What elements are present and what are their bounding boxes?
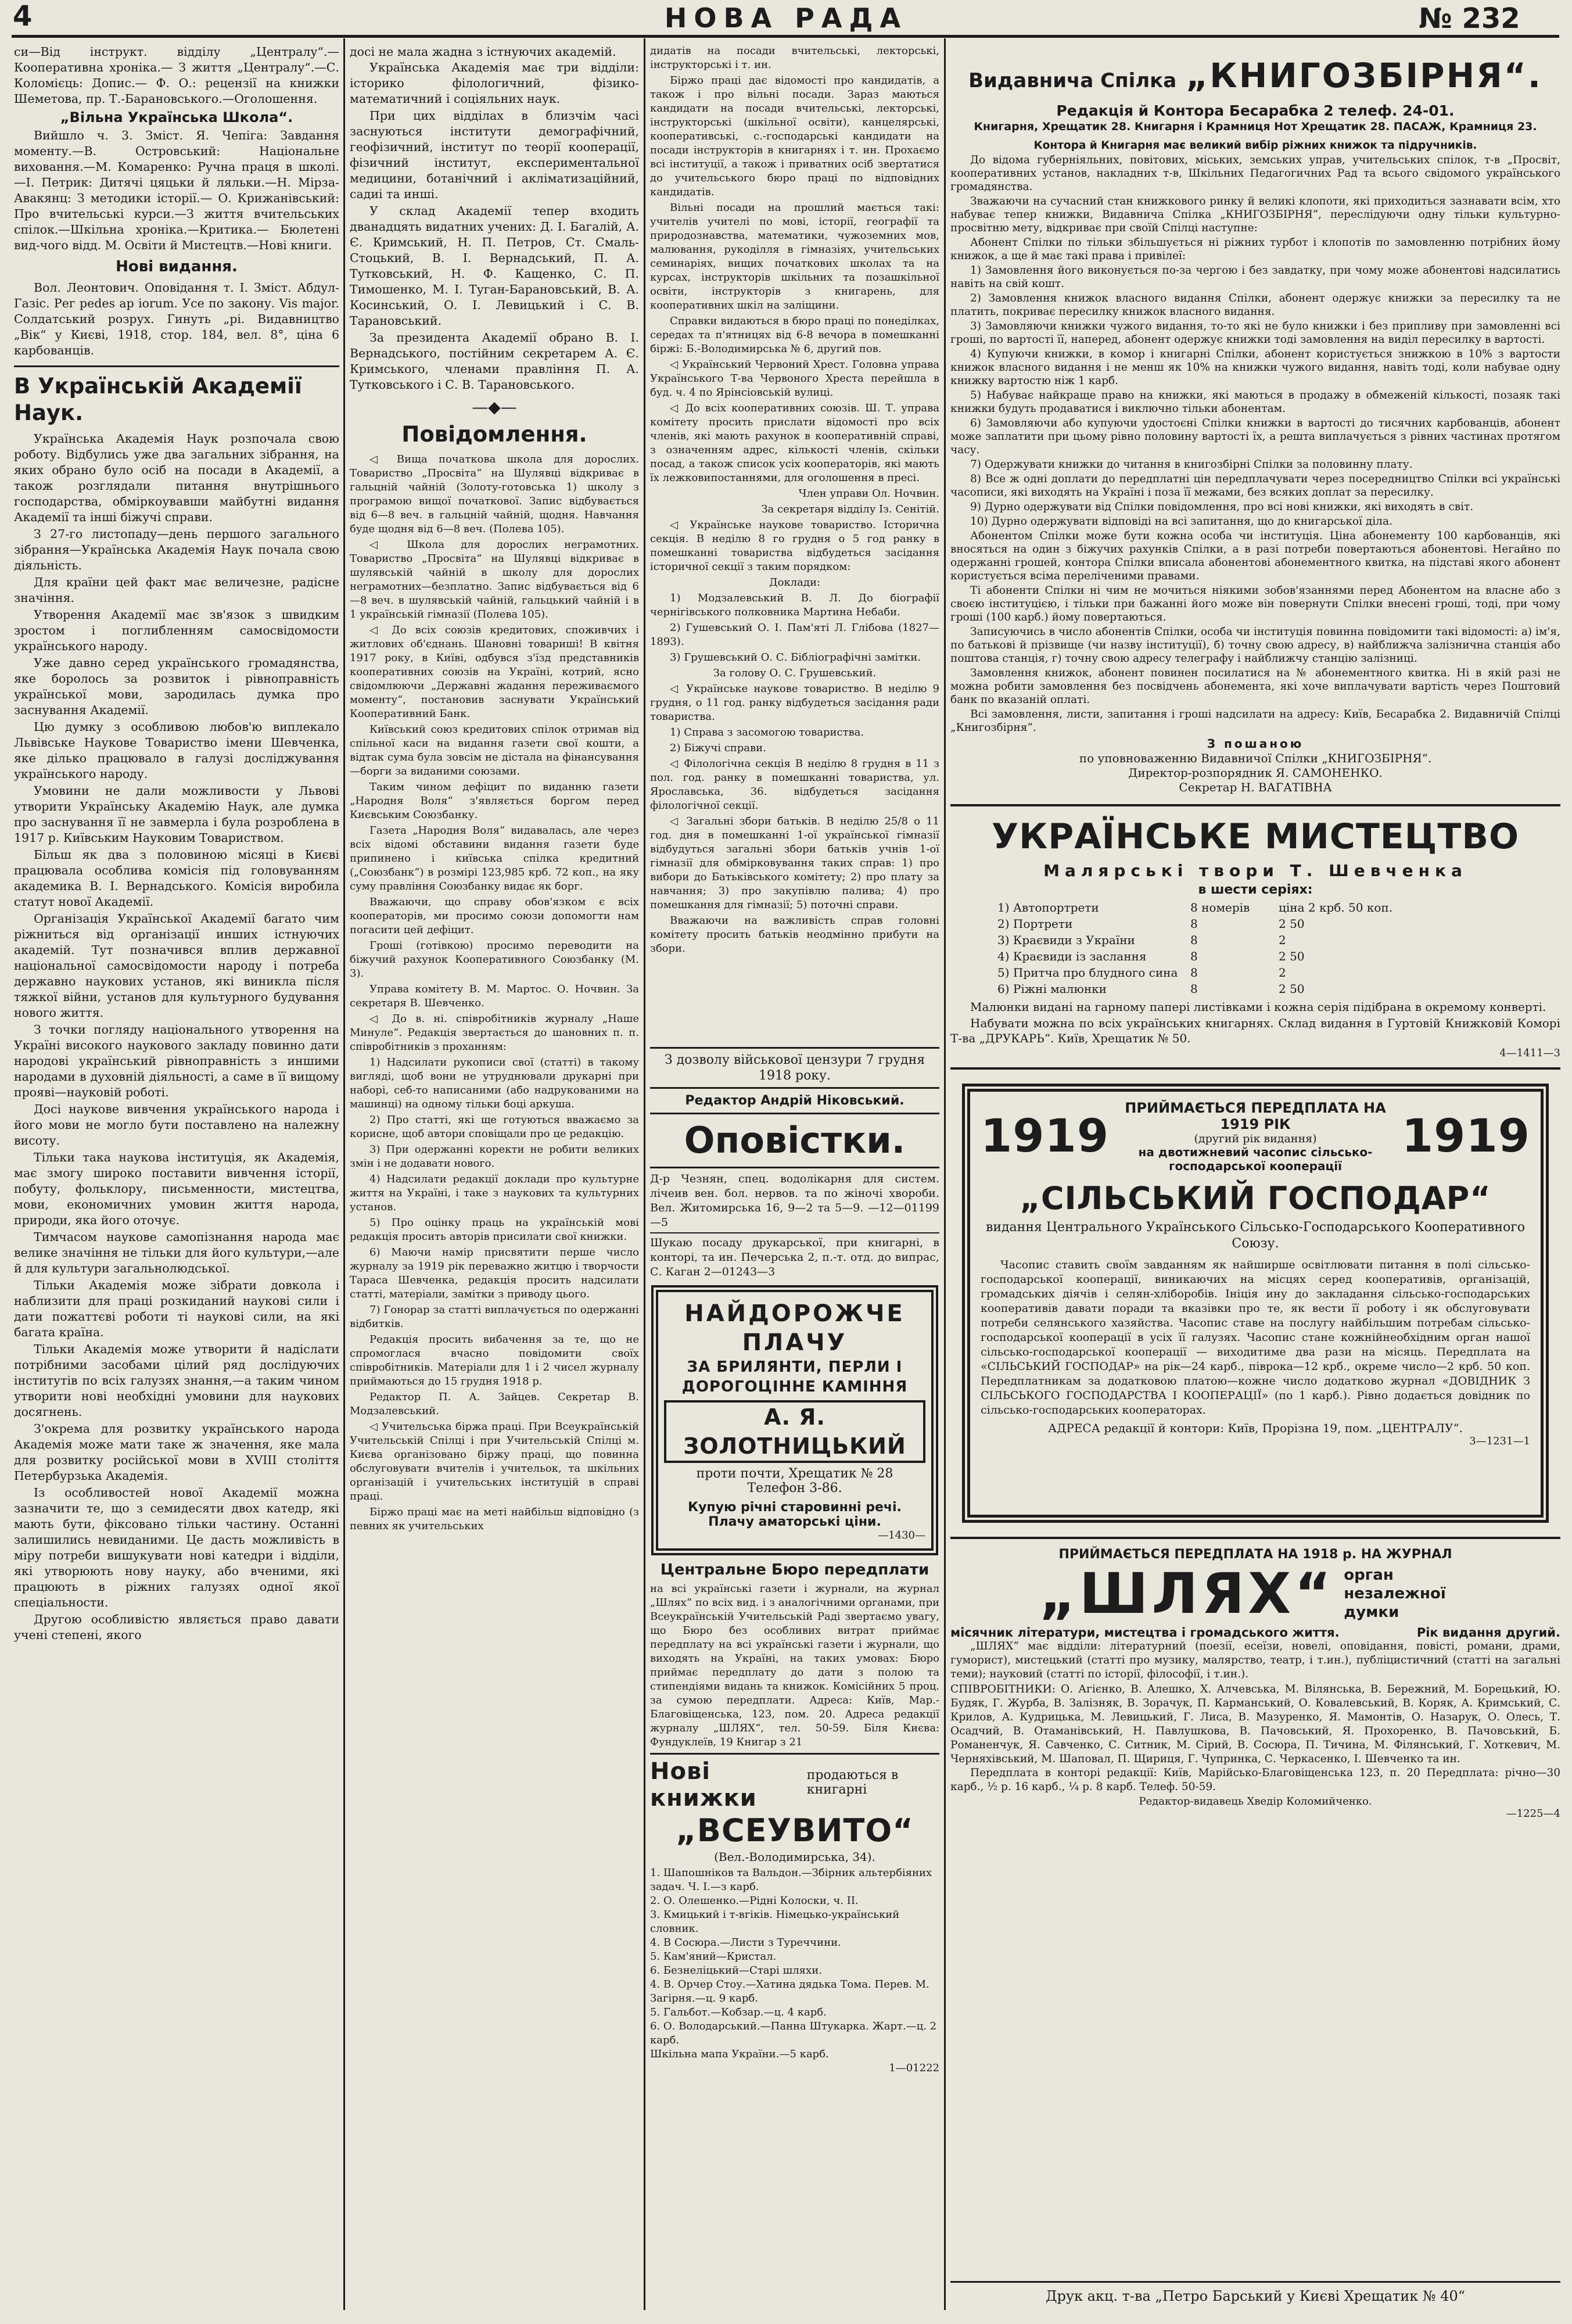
notice: дидатів на посади вчительські, лекторські, інструкторські і т. ин. bbox=[650, 45, 939, 71]
shliakh-text: „ШЛЯХ“ має відділи: літературний (поезії, есеїзи, новелі, оповідання, повісті, романи, драми, гуморист), мистецький (статті про музику, малярство, театр, і т.ин.), публіцистичний (статті на загальні теми); науковий (статті по історії, філософії, і т.ин.). bbox=[950, 1640, 1560, 1680]
shliakh-sub: місячник літератури, мистецтва і громадського життя. bbox=[950, 1626, 1340, 1640]
paragraph: Тимчасом наукове самопізнання народа має велике значіння не тільки для його культури,—але й для культури загальнолюдської. bbox=[14, 1230, 339, 1275]
signature-line: З пошаною bbox=[1207, 737, 1304, 751]
paragraph: З точки погляду національного утворення на Україні високого наукового закладу повинно дати народові український рівноправність з иншими народами в духовній діяльності, а саме в її вищому прояві—науковій роботі. bbox=[14, 1023, 339, 1099]
notice-signature: За секретаря відділу Із. Сенітій. bbox=[761, 503, 939, 515]
section-rule bbox=[650, 1087, 939, 1089]
section-rule bbox=[950, 1067, 1560, 1070]
shliakh-price: Передплата в конторі редакції: Київ, Марійсько-Благовіщенська 123, п. 20 Передплата: річно—30 карб., ½ р. 16 карб., ¼ р. 8 карб. Телеф. 50-59. bbox=[950, 1767, 1560, 1793]
art-row-count: 8 bbox=[1190, 933, 1198, 947]
editor-line: Редактор Андрій Ніковський. bbox=[685, 1093, 905, 1108]
shliakh-accepts: ПРИЙМАЄТЬСЯ ПЕРЕДПЛАТА НА 1918 р. НА ЖУРНАЛ bbox=[1058, 1547, 1452, 1562]
notice: Біржо праці має на меті найбільш відповідно (з певних як учительських bbox=[350, 1506, 639, 1532]
knyhozbirnia-signature bbox=[950, 737, 1560, 795]
notice: 6) Маючи намір присвятити перше число журналу за 1919 рік переважно житцю і творчости Тараса Шевченка, редакція просить надсилати статті, матеріали, замітки з приводу цього. bbox=[350, 1246, 639, 1300]
list-item: 6. Безнеліцький—Старі шляхи. bbox=[650, 1964, 822, 1977]
ornament-divider: —◆— bbox=[472, 397, 517, 417]
notice: ◁ Загальні збори батьків. В неділю 25/8 о 11 год. дня в помешканні 1-ої української гімназії відбудуться загальні збори батьків учнів 1-ої гімназії для обмірковування таких справ: 1) про вибори до Батьківського комітету; 2) про плату за навчання; 3) про закупівлю палива; 4) про помешкання для гімназії; 5) поточні справи. bbox=[650, 815, 939, 911]
paragraph: За президента Академії обрано В. І. Вернадського, постійним секретарем А. Є. Кримського, членами правління П. А. Тутковського і С. В. Тарановського. bbox=[350, 331, 639, 392]
jewel-ad-box bbox=[651, 1285, 938, 1555]
paragraph: Утворення Академії має зв'язок з швидким зростом і поглибленням самосвідомости українського народу. bbox=[14, 608, 339, 653]
jewel-ad-line: ЗА БРИЛЯНТИ, ПЕРЛИ І ДОРОГОЦІННЕ КАМІННЯ bbox=[681, 1358, 908, 1396]
paragraph: 2) Замовлення книжок власного видання Спілки, абонент одержує книжки за пересилку та не платить, покриває пересилку книжок власного видання. bbox=[950, 292, 1560, 318]
vseuvyto-address: (Вел.-Володимирська, 34). bbox=[714, 1850, 875, 1864]
paragraph: Замовлення книжок, абонент повинен посилатися на № абонементного квитка. Ні в якій разі не можна робити замовлення без посвідчень абонемента, які хоче виплачувати вартість через Поштовий банк по вказаній оплаті. bbox=[950, 667, 1560, 706]
table-row bbox=[997, 964, 1393, 981]
list-item: 4. В. Орчер Стоу.—Хатина дядька Тома. Перев. М. Загірня.—ц. 9 карб. bbox=[650, 1978, 929, 2004]
paragraph: Організація Української Академії багато чим ріжниться від організації инших істнуючих академій. Тут позначився вплив державної національної самосвідомости народу і потреба державно наукових установ, які виникла після тяжкої війни, установ для культурного будування нового життя. bbox=[14, 912, 339, 1020]
art-row-name: 2) Портрети bbox=[997, 917, 1073, 931]
farmer-address: АДРЕСА редакції й контори: Київ, Прорізна 19, пом. „ЦЕНТРАЛУ“. bbox=[1047, 1421, 1463, 1435]
notice: 5) Про оцінку праць на українській мові редакція просить авторів присилати свої книжки. bbox=[350, 1217, 639, 1243]
paragraph: Українська Академія має три відділи: історико філологичний, фізико-математичний і соціяльних наук. bbox=[350, 60, 639, 106]
paragraph: Досі наукове вивчення українського народа і його мови не могло бути поставлено на належну висоту. bbox=[14, 1102, 339, 1147]
section-rule bbox=[650, 1753, 939, 1755]
farmer-number: 3—1231—1 bbox=[1469, 1435, 1530, 1447]
signature-line: по уповноваженню Видавничої Спілки „КНИГОЗБІРНЯ“. bbox=[1079, 751, 1432, 765]
art-row-price: 2 bbox=[1279, 966, 1286, 980]
farmer-ad-box bbox=[962, 1084, 1549, 1523]
jewel-buy: Купую річні старовинні речі. bbox=[688, 1500, 902, 1515]
knyhozbirnia-body bbox=[950, 139, 1560, 734]
new-editions-title: Нові видання. bbox=[116, 258, 238, 275]
censor-note: З дозволу військової цензури 7 грудня 1918 року. bbox=[664, 1053, 925, 1083]
notice: 2) Про статті, які ще готуються вважаємо за корисне, щоб автори сповіщали про це редакцію. bbox=[350, 1114, 639, 1140]
table-row bbox=[997, 916, 1393, 932]
notice: Гроші (готівкою) просимо переводити на біжучий рахунок Кооперативного Союзбанку (М. 3). bbox=[350, 939, 639, 980]
notice: Таким чином дефіцит по виданню газети „Народня Воля“ з'являється боргом перед Києвським Союзбанку. bbox=[350, 781, 639, 821]
paragraph: Цю думку з особливою любов'ю виплекало Львівське Наукове Товариство імени Шевченка, яке ділько працювало в галузі досліджування українського народу. bbox=[14, 720, 339, 781]
list-item: 1. Шапошніков та Вальдон.—Збірник альтербіяних задач. Ч. I.—з карб. bbox=[650, 1867, 932, 1893]
section-rule bbox=[950, 804, 1560, 806]
art-row-count: 8 номерів bbox=[1190, 901, 1250, 914]
notice: Доклади: bbox=[769, 576, 821, 589]
column-1 bbox=[14, 44, 339, 2316]
signature-line: Секретар Н. ВАГАТІВНА bbox=[1179, 780, 1332, 794]
art-title: УКРАЇНСЬКЕ МИСТЕЦТВО bbox=[991, 816, 1520, 857]
art-subtitle: Малярські твори Т. Шевченка bbox=[1043, 861, 1467, 880]
paragraph: 3) Замовляючи книжки чужого видання, то-то які не було книжки і без припливу при замовленні всі гроші, по вартості її, наперед, абонент одержує книжки тоді замовлення на виділ пересилку в вартості. bbox=[950, 320, 1560, 346]
notice: Вільні посади на прошлий мається такі: учителів учителі по мові, історії, географії та природознавства, математики, чужоземних мов, малювання, рукоділля в гімназіях, учительських семинаріях, вищих початкових школах та на курсах, інструкторів шкільних та позашкільної освіти, інструкторів з книгарень, для кооперативних шкіл на заліщини. bbox=[650, 202, 939, 311]
paragraph: З 27-го листопаду—день першого загального зібрання—Українська Академія Наук почала свою діяльність. bbox=[14, 527, 339, 572]
notice-signature: Член управи Ол. Ночвин. bbox=[798, 487, 939, 500]
notice: 4) Надсилати редакції доклади про культурне життя на Україні, і таке з наукових та культурних установ. bbox=[350, 1173, 639, 1213]
notice: ◁ До всіх кооперативних союзів. Ш. Т. управа комітету просить прислати відомості про всіх членів, які мають рахунок в кооперативній справі, з означенням адрес, кількості членів, скільки посад, а також список усіх кооператорів, які мають їх лежковипостаннями, для оголошення в пресі. bbox=[650, 402, 939, 484]
notice-signature: Редактор П. А. Зайцев. Секретар В. Модзалевський. bbox=[350, 1391, 639, 1417]
art-row-name: 1) Автопортрети bbox=[997, 901, 1099, 914]
paragraph: Зважаючи на сучасний стан книжкового ринку й великі клопоти, які приходиться зазнавати всім, хто набуває тепер книжки, Видавнича Спілка „КНИГОЗБІРНЯ“, переслідуючи одну тільки культурно-просвітню мету, відкриває при своїй Спілці наступне: bbox=[950, 195, 1560, 234]
academy-title: В Українській Академії Наук. bbox=[14, 374, 302, 425]
ads-title: Оповістки. bbox=[684, 1119, 906, 1161]
notice: ◁ Вища початкова школа для дорослих. Товариство „Просвіта“ на Шулявці відкриває в гальцній чайній (Золоту-готовська 1) школу з програмою вищої початкової. Запис відбувається від 6—8 веч. в гальцній чайній, щодня. Навчання буде щодня від 6—8 веч. (Полева 105). bbox=[350, 453, 639, 535]
paragraph: 1) Замовлення його виконується по-за чергою і без завдатку, при чому може абонентові надсилатись навіть на свій кошт. bbox=[950, 264, 1560, 290]
table-row bbox=[997, 948, 1393, 964]
jewel-phone: Телефон 3-86. bbox=[747, 1481, 842, 1495]
jewel-address: проти почти, Хрещатик № 28 bbox=[696, 1466, 893, 1481]
art-row-name: 6) Ріжні малюнки bbox=[997, 982, 1107, 996]
academy-article bbox=[14, 431, 339, 1643]
shliakh-editor: Редактор-видавець Хведір Коломийченко. bbox=[1139, 1795, 1372, 1807]
notice-signature: Управа комітету В. М. Мартос. О. Ночвин. За секретаря В. Шевченко. bbox=[350, 983, 639, 1009]
footer-rule bbox=[950, 2281, 1560, 2283]
list-item: 5. Кам'яний—Кристал. bbox=[650, 1950, 777, 1963]
jewel-number: —1430— bbox=[878, 1529, 925, 1541]
jewel-ad-line: ПЛАЧУ bbox=[742, 1329, 848, 1356]
art-row-name: 3) Краєвиди з України bbox=[997, 933, 1135, 947]
notice: 1) Надсилати рукописи свої (статті) в такому вигляді, щоб вони не утруднювали друкарні при наборі, себ-то написаними (або надрукованими на машинці) на одному тільки боці аркуша. bbox=[350, 1056, 639, 1110]
masthead-rule bbox=[12, 35, 1559, 38]
section-rule bbox=[650, 1167, 939, 1168]
art-row-count: 8 bbox=[1190, 917, 1198, 931]
paragraph: Українська Академія Наук розпочала свою роботу. Відбулись уже два загальних зібрання, на яких обрано було осіб на посади в Академії, а також розглядали питання внутрішнього господарства, обміркоувавши майбутні видання Академії та інші біжучі справи. bbox=[14, 432, 339, 524]
book-list-number: 1—01222 bbox=[889, 2062, 939, 2074]
notice: 1) Модзалевський В. Л. До біографії чернігівського полковника Мартина Небаби. bbox=[650, 592, 939, 618]
paragraph: Другою особливістю являється право давати учені степені, якого bbox=[14, 1612, 339, 1642]
list-item: 4. В Сосюра.—Листи з Туреччини. bbox=[650, 1936, 841, 1949]
school-contents: Вийшло ч. 3. Зміст. Я. Чепіга: Завдання моменту.—В. Островський: Національне виховання.—М. Комаренко: Ручна праця в школі.—І. Петрик: Дитячі цяцьки й ляльки.—Н. Мірза-Авакянц: З методики історії.— О. Крижанівський: Про вчительські курси.—З життя вчительських спілок.—Шкільна хроніка.—Критика.— Бюлетені вид-чого відд. М. Освіти й Мистецтв.—Нові книги. bbox=[14, 128, 339, 252]
paragraph: Записуючись в число абонентів Спілки, особа чи інституція повинна повідомити такі відомості: а) ім'я, по батькові й прізвище (чи назву інституції), б) точну свою адресу, в) найближча залізнична станція або поштова станція, г) точну свою адресу телеграфу і найближчу станцію залізниці. bbox=[950, 626, 1560, 665]
knyhozbirnia-address: Книгарня, Хрещатик 28. Книгарня і Крамниця Нот Хрещатик 28. ПАСАЖ, Крамниця 23. bbox=[974, 120, 1537, 133]
table-row bbox=[997, 932, 1393, 948]
page-number: 4 bbox=[13, 0, 33, 33]
notice: Газета „Народня Воля“ видавалась, але через всіх відомі обставини видання газети буде припинено і київська спілка кредитний („Союзбанк“) в розмірі 123,985 крб. 72 коп., на яку суму правління Союзбанку видає як борг. bbox=[350, 824, 639, 892]
paragraph: 8) Все ж одні доплати до передплатні цін передплачувати через посередництво Спілки всі українські часописи, які виходять на Україні і поза її межами, без всяких доплат за пересилку. bbox=[950, 473, 1560, 498]
paragraph: досі не мала жадна з істнуючих академій. bbox=[350, 45, 616, 59]
doctor-ad: Д-р Чезнян, спец. водолікарня для систем. лічеив вен. бол. нервов. та по жіночі хвороби. Вел. Житомирська 16, 9—2 та 5—9. —12—01199—5 bbox=[650, 1172, 939, 1229]
art-row-price: 2 50 bbox=[1279, 917, 1305, 931]
paragraph: При цих відділах в близчім часі заснуються інститути демографічний, геофізичний, інститут по теорії кооперації, фізичний інститут, експериментальної медицини, ботанічний і акліматизаційний, садиі та инші. bbox=[350, 109, 639, 201]
book-list bbox=[650, 1866, 939, 2075]
paragraph: Уже давно серед українського громадянства, яке боролось за розвиток і рівноправність української мови, зародилась думка про заснування Академії. bbox=[14, 656, 339, 717]
art-row-name: 4) Краєвиди із заслання bbox=[997, 949, 1147, 963]
paragraph: 5) Набуває найкраще право на книжки, які маються в продажу в обмеженій кількості, позаяк такі книжки будуть продаватися і виключно тільки абонентам. bbox=[950, 389, 1560, 415]
section-rule bbox=[14, 365, 339, 367]
farmer-title: „СІЛЬСЬКИЙ ГОСПОДАР“ bbox=[1020, 1180, 1491, 1217]
shliakh-contributors: СПІВРОБІТНИКИ: О. Агієнко, В. Алешко, Х. Алчевська, М. Вілянська, В. Бережний, М. Борецький, Ю. Будяк, Г. Журба, В. Залізняк, В. Зорачук, П. Карманський, О. Ковалевський, В. Коряк, А. Кримський, С. Крилов, А. Кудрицька, М. Левицький, Г. Лиса, В. Мазуренко, Я. Мамонтів, О. Назарук, О. Олесь, Т. Осадчий, В. Отаманівський, Н. Павлушкова, В. Пачовський, Я. Прохоренко, В. Пачовський, Б. Романенчук, Я. Савченко, С. Ситник, М. Сірий, В. Сосюра, П. Тичина, М. Філянський, Г. Хоткевич, М. Черняхівський, М. Шаповал, П. Щириця, Г. Чупринка, С. Черкасенко, І. Шевченко та ин. bbox=[950, 1683, 1560, 1765]
paragraph: 7) Одержувати книжки до читання в книгозбірні Спілки за половинну плату. bbox=[970, 458, 1413, 471]
art-row-price: 2 bbox=[1279, 933, 1286, 947]
paragraph: Тільки Академія може утворити й надіслати потрібними засобами цілий ряд дослідуючих інститутів по всіх галузях знання,—а таким чином утворити нові необхідні умовини для наукових досягнень. bbox=[14, 1342, 339, 1419]
notice: Редакція просить вибачення за те, що не спромоглася вчасно повідомити своїх співробітників. Матеріали для 1 і 2 чисел журналу приймаються до 15 грудня 1918 р. bbox=[350, 1333, 639, 1387]
notice: ◁ Українське наукове товариство. Історична секція. В неділю 8 го грудня о 5 год ранку в помешканні товариства відбудеться засідання історичної секції з таким порядком: bbox=[650, 519, 939, 573]
masthead-title: НОВА РАДА bbox=[664, 2, 908, 34]
new-books-sub: продаються в книгарні bbox=[806, 1768, 899, 1797]
art-number: 4—1411—3 bbox=[1499, 1047, 1560, 1059]
bureau-title: Центральне Бюро передплати bbox=[660, 1561, 929, 1579]
paragraph: Більш як два з половиною місяці в Києві працювала особлива комісія під головуванням академика В. І. Вернадського. Комісія виробила статут нової Академії. bbox=[14, 848, 339, 909]
paragraph: Ті абоненти Спілки ні чим не мочиться ніякими зобов'язаннями перед Абонентом на власне або з своєю інституцією, і тільки при бажанні його може він повернути Спілки внесені гроші, тоді, при чому гроші (100 карб.) йому повертаються. bbox=[950, 584, 1560, 623]
notice: ◁ Філологічна секція В неділю 8 грудня в 11 з пол. год. ранку в помешканні товариства, ул. Ярославська, 36. відбудеться засідання філологічної секції. bbox=[650, 758, 939, 812]
signature-line: Директор-розпорядник Я. САМОНЕНКО. bbox=[1128, 766, 1383, 780]
section-rule bbox=[650, 1047, 939, 1049]
paragraph: Умовини не дали можливости у Львові утворити Українську Академію Наук, але думка про заснування її не завмерла і була розроблена в 1917 р. Київським Науковим Товариством. bbox=[14, 784, 339, 845]
art-text: Набувати можна по всіх українських книгарнях. Склад видання в Гуртовій Книжковій Коморі Т-ва „ДРУКАРЬ“. Київ, Хрещатик № 50. bbox=[950, 1016, 1560, 1045]
art-row-name: 5) Притча про блудного сина bbox=[997, 966, 1178, 980]
art-row-price: 2 50 bbox=[1279, 982, 1305, 996]
list-item: 2. О. Олешенко.—Рідні Колоски, ч. ІІ. bbox=[650, 1895, 859, 1907]
notice: 3) Грушевський О. С. Бібліографічні замітки. bbox=[670, 651, 921, 664]
new-books-title: Нові книжки bbox=[650, 1758, 757, 1812]
notice: ◁ До в. ні. співробітників журналу „Наше Минуле“. Редакція звертається до шановних п. п. співробітників з проханням: bbox=[350, 1013, 639, 1053]
notices-list bbox=[350, 453, 639, 1533]
paragraph: Контора й Книгарня має великий вибір ріжних книжок та підручників. bbox=[1033, 139, 1477, 152]
list-item: Шкільна мапа України.—5 карб. bbox=[650, 2048, 829, 2060]
art-row-count: 8 bbox=[1190, 966, 1198, 980]
column-divider-3 bbox=[944, 38, 946, 2310]
paragraph: Тільки Академія може зібрати довкола і наблизити для праці розкиданий наукові сили і дати пожаттєві роботи ті наукові сили, на які багата країна. bbox=[14, 1278, 339, 1339]
shliakh-year: Рік видання другий. bbox=[1416, 1626, 1560, 1640]
paragraph: Із особливостей нової Академії можна зазначити те, що з семидесяти двох катедр, які мають бути, фіксовано тільки частину. Останні залишились невиданими. Це дасть можливість в міру потреби вишукувати нові катедри і відділи, які утворюють нову науку, або вченими, які працюють в ріжних галузях одної якої спеціальности. bbox=[14, 1486, 339, 1609]
farmer-accepts: ПРИЙМАЄТЬСЯ ПЕРЕДПЛАТА НА 1919 РІК bbox=[1125, 1100, 1386, 1132]
list-item: 6. О. Володарський.—Панна Штукарка. Жарт.—ц. 2 карб. bbox=[650, 2020, 937, 2046]
paragraph: Абонент Спілки по тільки збільшується ні ріжних турбот і клопотів по замовленню потрібних йому книжок, а ще й має такі права і привілеї: bbox=[950, 236, 1560, 262]
job-ad: Шукаю посаду друкарської, при книгарні, в конторі, та ин. Печерська 2, п.-т. отд. до випрас, С. Каган 2—01243—3 bbox=[650, 1236, 939, 1278]
paragraph: 10) Дурно одержувати відповіді на всі запитання, що до книгарської діла. bbox=[970, 515, 1392, 528]
paragraph: Тільки така наукова інституція, як Академія, має змогу широко поставити вивчення історії, побуту, фольклору, письменности, мистецтва, мови, економичних умовин життя народа, природи, яка його оточує. bbox=[14, 1150, 339, 1227]
art-row-count: 8 bbox=[1190, 949, 1198, 963]
notice: 1) Справа з засомогою товариства. bbox=[670, 726, 864, 738]
jewel-ad-line: НАЙДОРОЖЧЕ bbox=[684, 1300, 905, 1327]
paragraph: 4) Купуючи книжки, в комор і книгарні Спілки, абонент користується знижкою в 10% з вартости книжок власного видання і не менш як 10% на книжки чужого видання, навіть тоді, коли набувае одну книжку вартостю ніж 1 карб. bbox=[950, 348, 1560, 387]
paragraph: 6) Замовляючи або купуючи удостоєні Спілки книжки в вартості до тисячних карбованців, абонент може заплатити при цьому рівно половину вартості їх, а решта виплачується з рівних частинах протягом часу. bbox=[950, 417, 1560, 456]
farmer-year-right: 1919 bbox=[1401, 1110, 1530, 1163]
notice: ◁ Український Червоний Хрест. Головна управа Українського Т-ва Червоного Хреста перейшла в буд. ч. 4 по Ярінсіовській вулиці. bbox=[650, 358, 939, 399]
art-row-price: 2 50 bbox=[1279, 949, 1305, 963]
notice: Вважаючи на важливість справ головні комітету просить батьків неодмінно прибути на збори. bbox=[650, 914, 939, 955]
school-title: „Вільна Українська Школа“. bbox=[60, 109, 293, 125]
section-rule bbox=[650, 1113, 939, 1114]
notice: ◁ Учительська біржа праці. При Всеукраїнській Учительській Спілці і при Учительській Спілці м. Києва організовано біржу праці, що повинна обслуговувати вчителів і учительок, та шкільних організацій і учительських інституцій в справі праці. bbox=[350, 1421, 639, 1502]
paragraph: Всі замовлення, листи, запитання і гроші надсилати на адресу: Київ, Бесарабка 2. Видавничій Спілці „Книгозбірня“. bbox=[950, 708, 1560, 734]
art-row-count: 8 bbox=[1190, 982, 1198, 996]
farmer-second-year: (другий рік видання) bbox=[1194, 1132, 1317, 1145]
column-divider-2 bbox=[644, 38, 645, 2310]
knyhozbirnia-prefix: Видавнича Спілка bbox=[968, 69, 1177, 92]
paragraph: До відома губерніяльних, повітових, міських, земських управ, учительських спілок, т-в „Просвіт, кооперативних установ, накладних т-в, Шкільних Педагогичних Рад та всього свідомого українського громадянства. bbox=[950, 154, 1560, 193]
table-row bbox=[997, 981, 1393, 997]
section-rule bbox=[950, 1537, 1560, 1539]
notice: 7) Гонорар за статті виплачується по одержанні відбитків. bbox=[350, 1304, 639, 1330]
paragraph: Для країни цей факт має величезне, радісне значіння. bbox=[14, 575, 339, 605]
shliakh-title: „ШЛЯХ“ bbox=[1039, 1561, 1335, 1626]
notice-signature: За голову О. С. Грушевський. bbox=[713, 667, 877, 679]
list-item: 3. Кмицький і т-вгіків. Німецько-український словник. bbox=[650, 1909, 900, 1935]
issue-number: № 232 bbox=[1419, 2, 1520, 35]
art-text: Малюнки видані на гарному папері листівками і кожна серія підібрана в окремому конверті. bbox=[970, 1000, 1546, 1014]
notice: Справки видаються в бюро праці по понеділках, середах та п'ятницях від 6-8 вечора в помешканні біржі: Б.-Володимирська № 6, другий пов. bbox=[650, 315, 939, 355]
vseuvyto-title: „ВСЕУВИТО“ bbox=[676, 1812, 914, 1849]
art-series: в шести серіях: bbox=[1198, 883, 1313, 897]
notice: 3) При одержанні коректи не робити великих змін і не додавати нового. bbox=[350, 1143, 639, 1170]
notice: Біржо праці дає відомості про кандидатів, а також і про вільні посади. Зараз маються кандидати на посади вчительські, лекторські, інструкторські (шкільної освіти), канцелярські, кооперативські, с.-господарські кандидати на посади інструкторів в книгарнях і т. ин. Прохаємо всі інституції, а також і приватних осіб звертатися до учительського бюро праці по відповідних кандидатів. bbox=[650, 74, 939, 198]
column-2 bbox=[350, 44, 639, 2316]
knyhozbirnia-address: Редакція й Контора Бесарабка 2 телеф. 24-01. bbox=[1056, 102, 1455, 119]
jeweler-name: А. Я. ЗОЛОТНИЦЬКИЙ bbox=[664, 1400, 925, 1463]
notice: ◁ Українське наукове товариство. В неділю 9 грудня, о 11 год. ранку відбудеться засідання ради товариства. bbox=[650, 683, 939, 723]
notice: 2) Гушевський О. І. Пам'яті Л. Глібова (1827—1893). bbox=[650, 622, 939, 648]
farmer-text: Часопис ставить своїм завданням як найширше освітлювати питання в полі сільсько-господарської кооперації, виникаючих на місцях серед кооперативів, організацій, громадських діячів і селян-хліборобів. Ініція ину до закладання сільсько-господарських кооперативів давати поради та вказівки про те, як вести її роботу і як обслуговувати потреби селянського хазяйства. Часопис ставе на послугу найбільшим потребам сільсько-господарської кооперації в усіх її галузях. Часопис стане кожнійнеобхідним орган нашої сільсько-господарської кооперації — виходитиме два рази на місяць. Передплата на «СІЛЬСЬКИЙ ГОСПОДАР» на рік—24 карб., піврока—12 крб., окреме число—2 крб. 50 коп. Передплатникам за додатковою платою—кожне число додатково журнал «ДОВІДНИК З СІЛЬСЬКОГО ГОСПОДАРСТВА І КООПЕРАЦІЇ» (по 1 карб.). Рівно додається довідник по сільсько-господарських кооператорах. bbox=[981, 1258, 1530, 1416]
notices-title: Повідомлення. bbox=[401, 422, 587, 447]
shliakh-number: —1225—4 bbox=[1506, 1807, 1560, 1820]
top-contents: си—Від інструкт. відділу „Централу“.— Кооперативна хроніка.— З життя „Централу“.—С. Коломієць: Допис.— Ф. О.: рецензії на книжки Шеметова, пр. Т.-Барановського.—Оголошення. bbox=[14, 45, 339, 106]
column-4 bbox=[950, 44, 1560, 2316]
new-editions-text: Вол. Леонтович. Оповідання т. І. Зміст. Абдул-Газіс. Рег pedes ар iorum. Усе по закону. Vis major. Солдатський розрух. Гинуть „рі. Видавництво „Вік“ у Києві, 1918, стор. 184, вел. 8°, ціна 6 карбованців. bbox=[14, 281, 339, 357]
paragraph: З'окрема для розвитку українського народа Академія може мати таке ж значення, яке мала для розвитку російської мови в XVIII століття Петербурзька Академія. bbox=[14, 1422, 339, 1483]
paragraph: 9) Дурно одержувати від Спілки повідомлення, про всі нові книжки, які виходять в світ. bbox=[970, 501, 1474, 513]
knyhozbirnia-title: „КНИГОЗБІРНЯ“. bbox=[1186, 56, 1542, 95]
farmer-weekly: на двотижневий часопис сільсько-господарської кооперації bbox=[1138, 1145, 1373, 1173]
notices-continued bbox=[650, 44, 939, 1043]
notice: Київський союз кредитових спілок отримав від спільної каси на видання газети свої кошти, а відтак сума була зовсім не дістала на фінансування—борги за виданими союзами. bbox=[350, 723, 639, 777]
bureau-text: на всі українські газети і журнали, на журнал „Шлях“ по всіх вид. і з аналогічними органами, при Всеукраїнській Учительській Раді звертаємо увагу, що Бюро без особливих витрат приймає передплату на всі українські газети і журнали, що виходять на Україні, на таких умовах: Бюро приймає передплату до дати з полою та стипендіями видань та книжок. Комісійних 5 проц. за сумою передплати. Адреса: Київ, Мар.-Благовіщенська, 123, пом. 20. Адреса редакції журналу „ШЛЯХ“, тел. 50-59. Біля Києва: Фундуклеїв, 19 Книгар з 21 bbox=[650, 1583, 939, 1748]
list-item: 5. Гальбот.—Кобзар.—ц. 4 карб. bbox=[650, 2006, 827, 2018]
shliakh-organ: орган незалежної думки bbox=[1344, 1566, 1446, 1621]
notice: ◁ Школа для дорослих неграмотних. Товариство „Просвіта“ на Шулявці відкриває в шулявській чайній в школу для дорослих неграмотних—безплатно. Запис відбувається від 6—8 веч. в шулявській чайній, гальцький чайній і в 1 українській гімназії (Полева 105). bbox=[350, 539, 639, 621]
farmer-publisher: видання Центрального Українського Сільсько-Господарського Кооперативного Союзу. bbox=[985, 1220, 1526, 1251]
notice: Вважаючи, що справу обов'язком є всіх кооператорів, ми просимо союзи допомогти нам погасити цей дефіцит. bbox=[350, 896, 639, 936]
jewel-buy: Плачу аматорські ціни. bbox=[708, 1515, 881, 1529]
printer-line: Друк акц. т-ва „Петро Барський у Києві Хрещатик № 40“ bbox=[1045, 2288, 1466, 2304]
column-divider-1 bbox=[343, 38, 345, 2310]
column-3 bbox=[650, 44, 939, 2316]
art-row-price: ціна 2 крб. 50 коп. bbox=[1279, 901, 1393, 914]
art-table bbox=[997, 899, 1393, 997]
section-rule bbox=[650, 1232, 939, 1233]
farmer-year-left: 1919 bbox=[981, 1110, 1110, 1163]
paragraph: У склад Академії тепер входить дванадцять видатних учених: Д. І. Багалій, А. Є. Кримський, Н. П. Петров, Ст. Смаль-Стоцький, В. І. Вернадський, П. А. Тутковський, Н. Ф. Кащенко, С. П. Тимошенко, М. І. Туган-Барановський, В. А. Косинський, О. І. Левицький і С. В. Тарановський. bbox=[350, 204, 639, 328]
notice: ◁ До всіх союзів кредитових, споживчих і житлових об'єднань. Шановні товариші! В квітня 1917 року, в Київі, одбувся з'їзд представників кооперативних союзів на Україні, котрий, ясно свідомлюючи „Державні жадання переживаємого моменту“, постановив заснувати Український Кооперативний Банк. bbox=[350, 624, 639, 720]
notice: 2) Біжучі справи. bbox=[670, 742, 766, 754]
table-row bbox=[997, 899, 1393, 916]
paragraph: Абонентом Спілки може бути кожна особа чи інституція. Ціна абонементу 100 карбованців, які вносяться на один з біжучих рахунків Спілки, а в разі потреби повертаються абонентові. Негайно по одержанні грошей, контора Спілки вписала абонентові абонементного квитка, на підставі якого абонент користується всіма переліченими правами. bbox=[950, 530, 1560, 582]
